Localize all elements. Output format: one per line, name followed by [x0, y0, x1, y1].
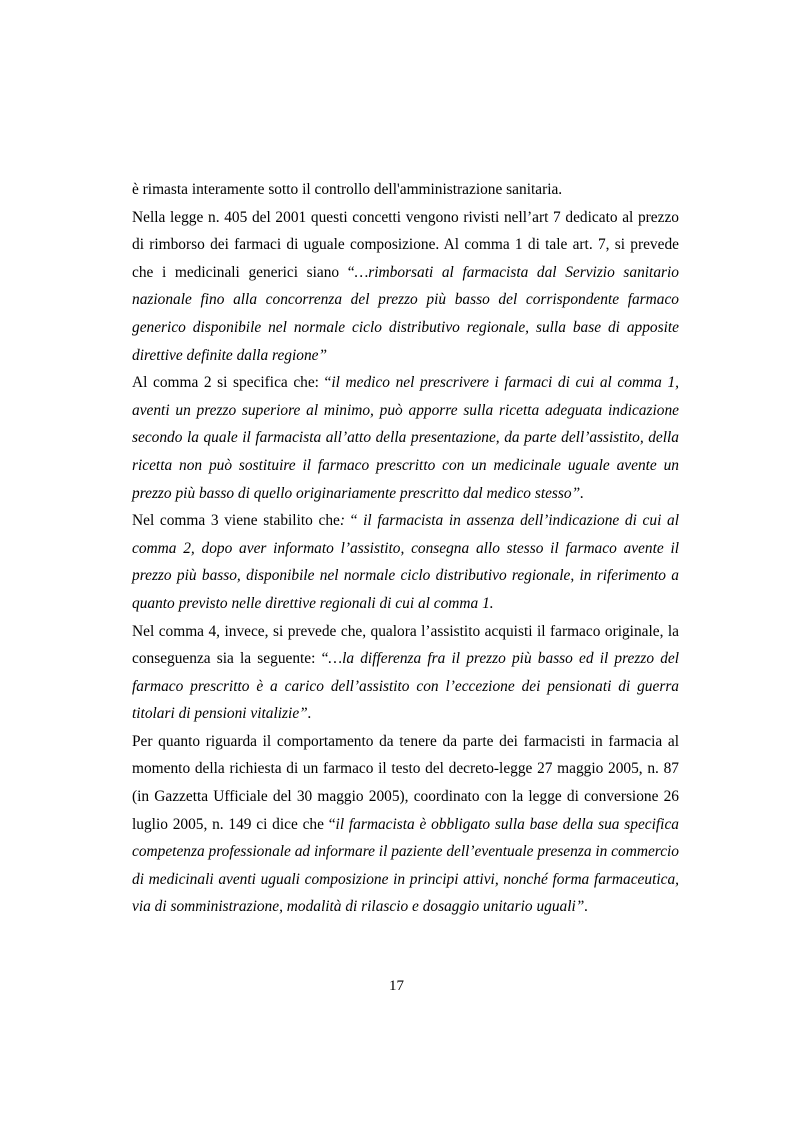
- paragraph-5: [132, 618, 679, 728]
- quoted-law-text: il farmacista in assenza dell’indicazione di cui al comma 2, dopo aver informato l’assistito, consegna allo stesso il farmaco avente il prezzo più basso, disponibile nel normale ciclo distributivo regionale, in riferimento a quanto previsto nelle direttive regionali di cui al comma 1.: [132, 512, 679, 612]
- paragraph-1: [132, 176, 679, 204]
- paragraph-text: è rimasta interamente sotto il controllo dell'amministrazione sanitaria.: [132, 181, 563, 198]
- paragraph-text: Nella legge n. 405 del 2001 questi concetti vengono rivisti nell’art 7 dedicato al prezzo di rimborso dei farmaci di uguale composizione. Al comma 1 di tale art. 7, si prevede che i medicinali generici siano “: [132, 208, 679, 281]
- paragraph-text: “: [350, 512, 364, 530]
- paragraph-text: Nel comma 4, invece, si prevede che, qualora l’assistito acquisti il farmaco originale, la conseguenza sia la seguente: “: [132, 622, 679, 668]
- paragraph-text: Al comma 2 si specifica che: “: [132, 374, 332, 392]
- page-number: 17: [389, 978, 404, 994]
- quoted-law-text: …rimborsati al farmacista dal Servizio sanitario nazionale fino alla concorrenza del prezzo più basso del corrispondente farmaco generico disponibile nel normale ciclo distributivo regionale, sulla base di apposite direttive definite dalla regione”: [132, 263, 679, 364]
- paragraph-6: [132, 728, 679, 921]
- paragraph-3: [132, 369, 679, 507]
- quoted-law-text: il farmacista è obbligato sulla base della sua specifica competenza professionale ad informare il paziente dell’eventuale presenza in commercio di medicinali aventi uguali composizione in principi attivi, nonché forma farmaceutica, via di somministrazione, modalità di rilascio e dosaggio unitario uguali”.: [132, 815, 679, 916]
- paragraph-text: Nel comma 3 viene stabilito che: [132, 512, 340, 530]
- body-text: [132, 176, 679, 921]
- quoted-law-text: il medico nel prescrivere i farmaci di cui al comma 1, aventi un prezzo superiore al minimo, può apporre sulla ricetta adeguata indicazione secondo la quale il farmacista all’atto della presentazione, da parte dell’assistito, della ricetta non può sostituire il farmaco prescritto con un medicinale uguale avente un prezzo più basso di quello originariamente prescritto dal medico stesso”.: [132, 374, 679, 502]
- quoted-law-text: …la differenza fra il prezzo più basso ed il prezzo del farmaco prescritto è a carico dell’assistito con l’eccezione dei pensionati di guerra titolari di pensioni vitalizie”.: [132, 650, 680, 723]
- quoted-law-text: :: [339, 512, 351, 530]
- paragraph-text: Per quanto riguarda il comportamento da tenere da parte dei farmacisti in farmacia al momento della richiesta di un farmaco il testo del decreto-legge 27 maggio 2005, n. 87 (in Gazzetta Ufficiale del 30 maggio 2005), coordinato con la legge di conversione 26 luglio 2005, n. 149 ci dice che “: [132, 732, 679, 833]
- paragraph-4: [132, 507, 679, 617]
- paragraph-2: [132, 204, 679, 370]
